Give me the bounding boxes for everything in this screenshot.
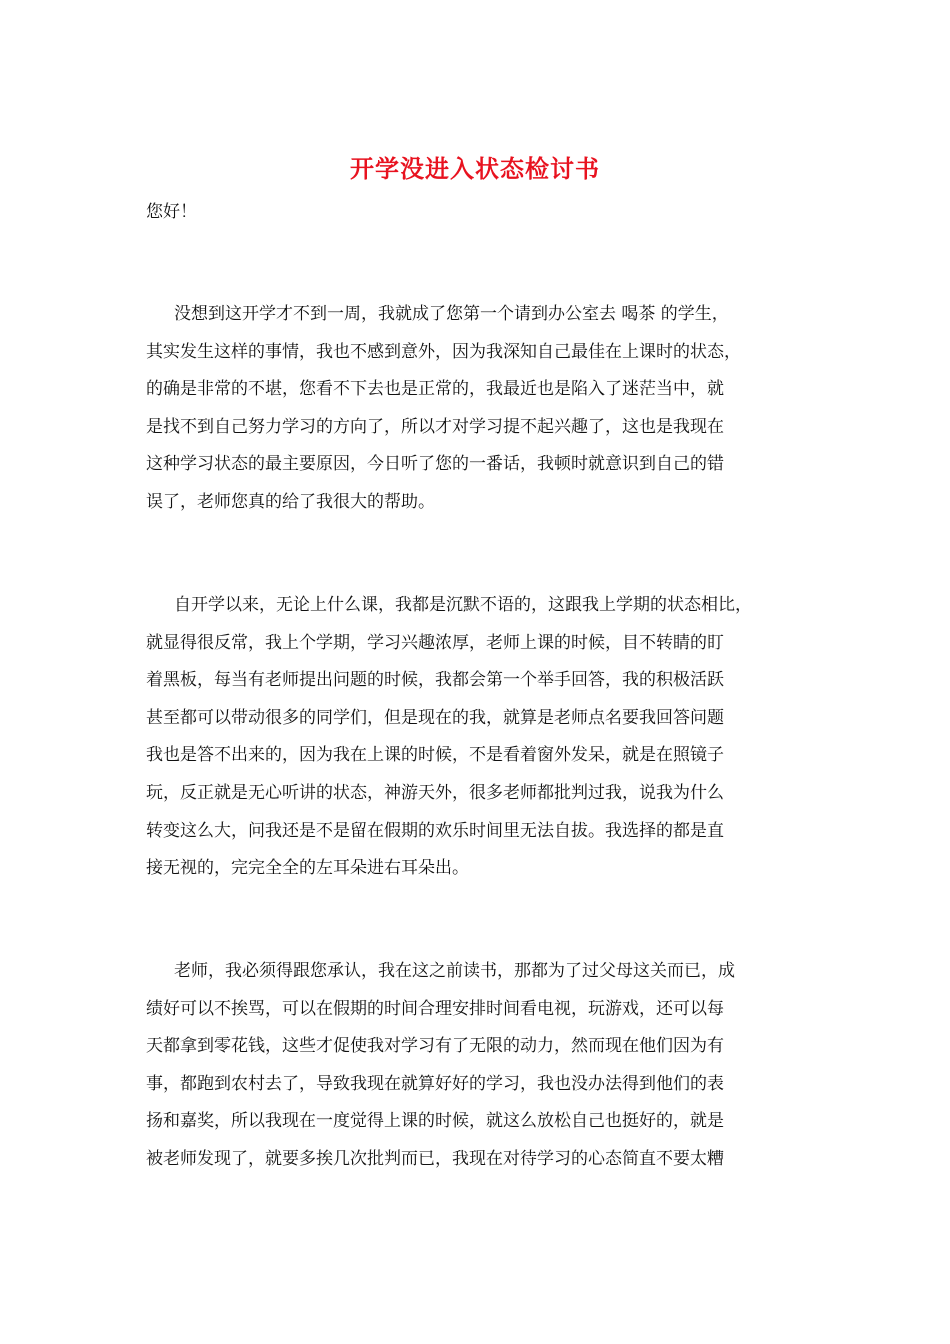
paragraph-line: 这种学习状态的最主要原因，今日听了您的一番话，我顿时就意识到自己的错 — [146, 454, 724, 475]
paragraph-line: 接无视的，完完全全的左耳朵进右耳朵出。 — [146, 858, 469, 879]
paragraph-3 — [146, 953, 811, 1179]
document-title: 开学没进入状态检讨书 — [350, 154, 600, 183]
paragraph-line: 甚至都可以带动很多的同学们，但是现在的我，就算是老师点名要我回答问题 — [146, 707, 724, 728]
paragraph-line: 没想到这开学才不到一周，我就成了您第一个请到办公室去 喝茶 的学生， — [174, 304, 729, 324]
paragraph-line: 玩，反正就是无心听讲的状态，神游天外，很多老师都批判过我，说我为什么 — [146, 782, 724, 803]
paragraph-line: 着黑板，每当有老师提出问题的时候，我都会第一个举手回答，我的积极活跃 — [146, 670, 724, 691]
paragraph-line: 事，都跑到农村去了，导致我现在就算好好的学习，我也没办法得到他们的表 — [146, 1073, 724, 1094]
paragraph-line: 就显得很反常，我上个学期，学习兴趣浓厚，老师上课的时候，目不转睛的盯 — [146, 632, 724, 653]
paragraph-line: 自开学以来，无论上什么课，我都是沉默不语的，这跟我上学期的状态相比， — [174, 595, 752, 615]
paragraph-line: 是找不到自己努力学习的方向了，所以才对学习提不起兴趣了，这也是我现在 — [146, 416, 724, 437]
greeting: 您好！ — [146, 202, 197, 222]
paragraph-line: 扬和嘉奖，所以我现在一度觉得上课的时候，就这么放松自己也挺好的，就是 — [146, 1111, 724, 1132]
paragraph-line: 绩好可以不挨骂，可以在假期的时间合理安排时间看电视，玩游戏，还可以每 — [146, 998, 724, 1019]
paragraph-line: 被老师发现了，就要多挨几次批判而已，我现在对待学习的心态简直不要太糟 — [146, 1148, 724, 1169]
paragraph-line: 我也是答不出来的，因为我在上课的时候，不是看着窗外发呆，就是在照镜子 — [146, 745, 724, 766]
paragraph-line: 其实发生这样的事情，我也不感到意外，因为我深知自己最佳在上课时的状态， — [146, 341, 741, 362]
paragraph-line: 老师，我必须得跟您承认，我在这之前读书，那都为了过父母这关而已，成 — [174, 961, 735, 981]
paragraph-line: 天都拿到零花钱，这些才促使我对学习有了无限的动力，然而现在他们因为有 — [146, 1036, 724, 1057]
paragraph-line: 的确是非常的不堪，您看不下去也是正常的，我最近也是陷入了迷茫当中，就 — [146, 379, 724, 400]
paragraph-line: 误了，老师您真的给了我很大的帮助。 — [146, 491, 435, 512]
paragraph-2 — [146, 587, 811, 888]
paragraph-1 — [146, 296, 811, 522]
paragraph-line: 转变这么大，问我还是不是留在假期的欢乐时间里无法自拔。我选择的都是直 — [146, 820, 724, 841]
